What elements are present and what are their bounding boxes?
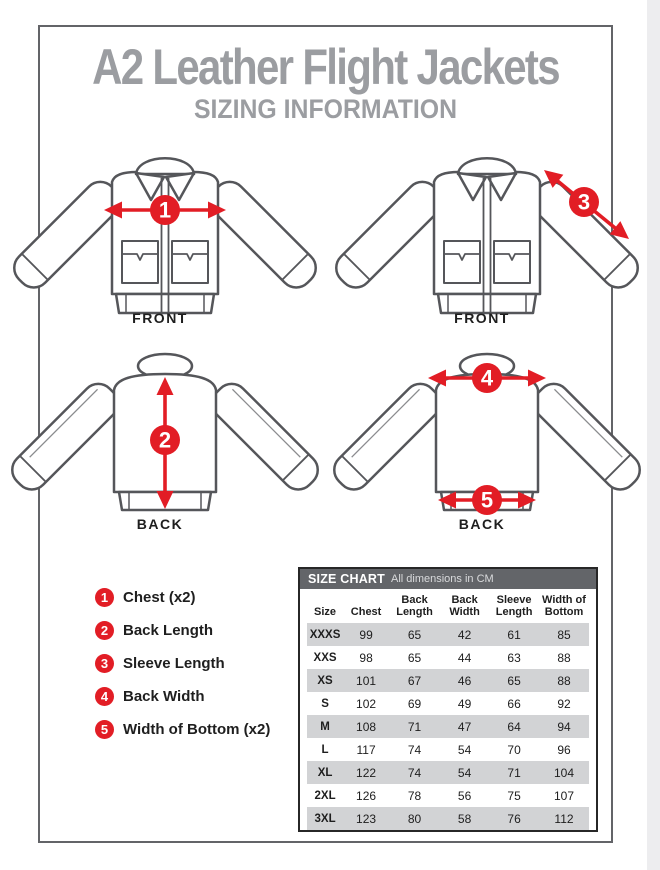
table-row-xxxs: XXXS 99 65 42 61 85 (307, 623, 589, 646)
legend-badge-3: 3 (95, 654, 114, 673)
table-row-3xl: 3XL 123 80 58 76 112 (307, 807, 589, 830)
back-label-2: BACK (458, 516, 506, 532)
measurement-legend (95, 588, 295, 753)
jacket-back-length-diagram (10, 350, 310, 535)
col-header-width-bottom: Width of Bottom (542, 594, 586, 618)
legend-item-back-length (95, 621, 295, 640)
table-row-2xl: 2XL 126 78 56 75 107 (314, 788, 575, 803)
table-row-xs: XS 101 67 46 65 88 (307, 669, 589, 692)
legend-item-sleeve-length (95, 654, 295, 673)
table-row-xl: XL 122 74 54 71 104 (307, 761, 589, 784)
marker-4: 4 (480, 365, 494, 391)
size-chart-units-note: All dimensions in CM (391, 573, 494, 585)
page-title: A2 Leather Flight Jackets (92, 39, 559, 95)
size-chart-body (300, 623, 596, 830)
marker-1: 1 (158, 197, 172, 223)
size-chart-title: SIZE CHART (308, 572, 385, 586)
legend-item-back-width (95, 687, 295, 706)
table-row-m: M 108 71 47 64 94 (307, 715, 589, 738)
legend-item-chest (95, 588, 295, 607)
legend-label-sleeve-length: Sleeve Length (123, 655, 225, 672)
col-header-chest: Chest (350, 605, 382, 618)
size-chart-table (298, 567, 598, 832)
jacket-back-width-diagram (332, 350, 632, 535)
legend-label-width-bottom: Width of Bottom (x2) (123, 721, 271, 738)
marker-2: 2 (158, 427, 172, 453)
size-chart-header-bar (300, 569, 596, 589)
legend-badge-2: 2 (95, 621, 114, 640)
table-row-s: S 102 69 49 66 92 (321, 696, 571, 711)
col-header-back-length: Back Length (396, 594, 433, 618)
col-header-back-width: Back Width (449, 594, 480, 618)
front-label-2: FRONT (454, 310, 510, 326)
back-label-1: BACK (136, 516, 184, 532)
legend-badge-4: 4 (95, 687, 114, 706)
legend-label-back-length: Back Length (123, 622, 214, 639)
scanner-edge-strip (647, 0, 660, 870)
col-header-size: Size (314, 605, 337, 618)
front-label-1: FRONT (132, 310, 188, 326)
legend-label-chest: Chest (x2) (123, 589, 196, 606)
legend-badge-5: 5 (95, 720, 114, 739)
size-chart-column-headers (300, 589, 596, 623)
table-row-l: L 117 74 54 70 96 (321, 742, 571, 757)
legend-item-width-bottom (95, 720, 295, 739)
page-subtitle: SIZING INFORMATION (193, 94, 458, 124)
table-row-xxs: XXS 98 65 44 63 88 (313, 650, 571, 665)
legend-badge-1: 1 (95, 588, 114, 607)
legend-label-back-width: Back Width (123, 688, 205, 705)
marker-5: 5 (480, 487, 494, 513)
col-header-sleeve-length: Sleeve Length (495, 594, 533, 618)
marker-3: 3 (577, 189, 591, 215)
